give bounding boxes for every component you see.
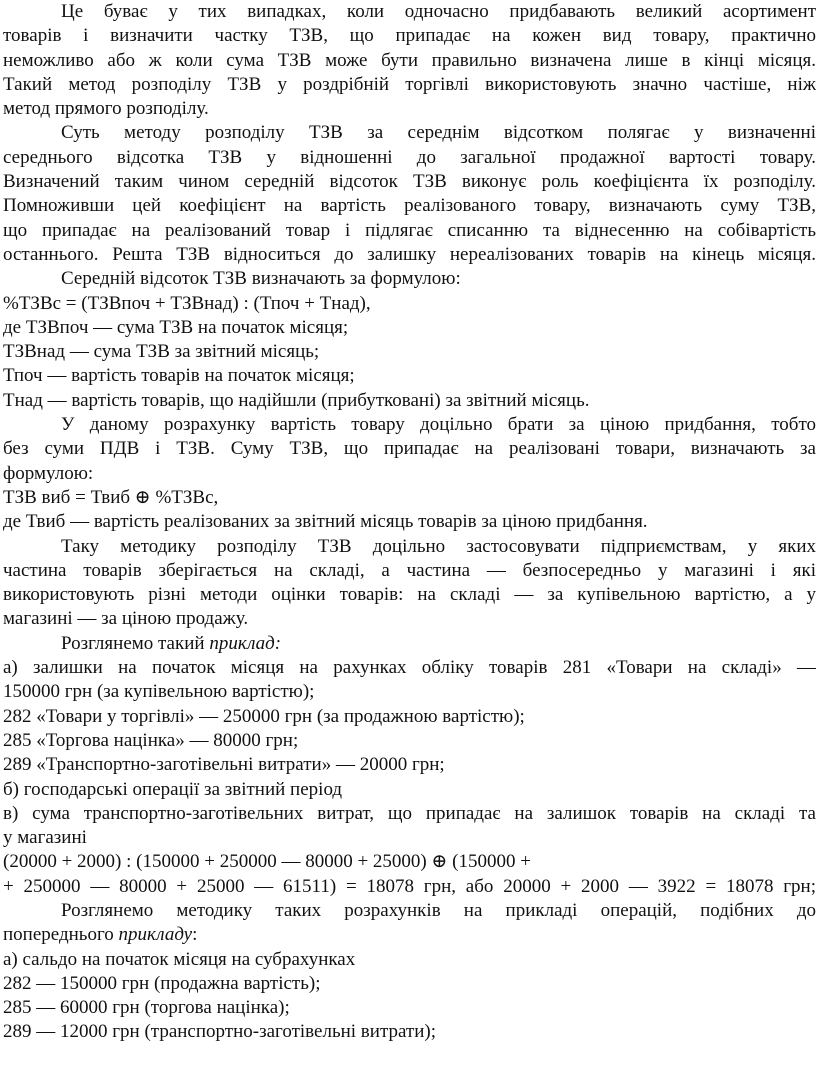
text-line [3,705,816,729]
line-text: середнього відсотка ТЗВ у відношенні до загальної продажної вартості товару. [3,146,816,168]
line-text: використовують різні методи оцінки товарів: на складі — за купівельною вартістю, а у [3,584,816,606]
text-line [3,243,816,267]
line-text: ТЗВнад — сума ТЗВ за звітний місяць; [3,341,320,363]
line-text: 285 — 60000 грн (торгова націнка); [3,997,290,1019]
text-line [3,267,816,291]
text-line [3,340,816,364]
text-line [3,146,816,170]
line-tail: : [192,924,198,946]
line-text: що припадає на реалізований товар і підлягає списанню та віднесенню на собівартість [3,219,816,241]
line-text: останнього. Решта ТЗВ відноситься до залишку нереалізованих товарів на кінець місяця. [3,243,816,265]
text-line [3,826,816,850]
text-line [3,559,816,583]
text-line [3,0,816,24]
text-line [3,364,816,388]
line-text: а) сальдо на початок місяця на субрахунках [3,948,356,970]
line-text: метод прямого розподілу. [3,98,209,120]
line-text: де Твиб — вартість реалізованих за звітний місяць товарів за ціною придбання. [3,511,648,533]
text-line [3,170,816,194]
text-line [3,219,816,243]
text-line [3,389,816,413]
line-text: б) господарські операції за звітний період [3,778,343,800]
text-line [3,413,816,437]
text-line [3,729,816,753]
text-line [3,462,816,486]
line-text: а) залишки на початок місяця на рахунках обліку товарів 281 «Товари на складі» — [3,657,816,679]
line-text: неможливо або ж коли сума ТЗВ може бути правильно визначена лише в кінці місяця. [3,49,816,71]
line-text: у магазині [3,827,87,849]
text-line [3,753,816,777]
text-line [3,24,816,48]
line-text: де ТЗВпоч — сума ТЗВ на початок місяця; [3,316,349,338]
text-line [3,49,816,73]
line-text: + 250000 — 80000 + 25000 — 61511) = 18078 грн, або 20000 + 2000 — 3922 = 18078 грн; [3,875,816,897]
line-text: Тнад — вартість товарів, що надійшли (прибутковані) за звітний місяць. [3,389,590,411]
text-line [3,292,816,316]
text-line [3,437,816,461]
line-text: Помноживши цей коефіцієнт на вартість реалізованого товару, визначають суму ТЗВ, [3,195,816,217]
line-text: Таку методику розподілу ТЗВ доцільно застосовувати підприємствам, у яких [61,535,816,557]
line-text: Тпоч — вартість товарів на початок місяця; [3,365,355,387]
text-line [3,656,816,680]
line-text: товарів і визначити частку ТЗВ, що припадає на кожен вид товару, практично [3,25,816,47]
text-line [3,583,816,607]
text-line [3,632,816,656]
text-line [3,972,816,996]
text-line [3,1020,816,1044]
line-text: попереднього [3,924,119,946]
line-text: магазині — за ціною продажу. [3,608,249,630]
italic-word: приклад: [209,632,282,654]
line-text: ТЗВ виб = Твиб ⊕ %ТЗВс, [3,486,219,508]
text-line [3,97,816,121]
line-text: Середній відсоток ТЗВ визначають за формулою: [61,268,461,290]
text-line [3,535,816,559]
line-text: (20000 + 2000) : (150000 + 250000 — 80000 + 25000) ⊕ (150000 + [3,851,531,873]
line-text: 285 «Торгова націнка» — 80000 грн; [3,729,299,751]
text-line [3,875,816,899]
line-text: 282 «Товари у торгівлі» — 250000 грн (за продажною вартістю); [3,705,525,727]
italic-word: прикладу [118,924,193,946]
line-text: Це буває у тих випадках, коли одночасно придбавають великий асортимент [61,1,816,22]
text-line [3,680,816,704]
text-line [3,948,816,972]
text-line [3,778,816,802]
line-text: У даному розрахунку вартість товару доцільно брати за ціною придбання, тобто [61,414,816,436]
text-line [3,510,816,534]
line-text: Такий метод розподілу ТЗВ у роздрібній торгівлі використовують значно частіше, ніж [3,73,816,95]
text-line [3,607,816,631]
line-text: Суть методу розподілу ТЗВ за середнім відсотком полягає у визначенні [61,122,816,144]
text-line [3,486,816,510]
line-text: 282 — 150000 грн (продажна вартість); [3,972,321,994]
line-text: частина товарів зберігається на складі, а частина — безпосередньо у магазині і які [3,559,816,581]
text-line [3,899,816,923]
line-text: Розглянемо такий [61,632,210,654]
line-text: Розглянемо методику таких розрахунків на прикладі операцій, подібних до [61,899,816,921]
line-text: 289 «Транспортно-заготівельні витрати» — 20000 грн; [3,754,445,776]
text-line [3,850,816,874]
text-line [3,996,816,1020]
text-line [3,802,816,826]
line-text: Визначений таким чином середній відсоток ТЗВ виконує роль коефіцієнта їх розподілу. [3,171,816,193]
line-text: 289 — 12000 грн (транспортно-заготівельні витрати); [3,1021,436,1043]
line-text: без суми ПДВ і ТЗВ. Суму ТЗВ, що припадає на реалізовані товари, визначають за [3,438,816,460]
text-line [3,194,816,218]
line-text: 150000 грн (за купівельною вартістю); [3,681,315,703]
text-line [3,316,816,340]
text-line [3,121,816,145]
text-line [3,73,816,97]
line-text: %ТЗВс = (ТЗВпоч + ТЗВнад) : (Тпоч + Тнад), [3,292,371,314]
line-text: формулою: [3,462,94,484]
line-text: в) сума транспортно-заготівельних витрат, що припадає на залишок товарів на складі та [3,802,816,824]
text-line [3,923,816,947]
